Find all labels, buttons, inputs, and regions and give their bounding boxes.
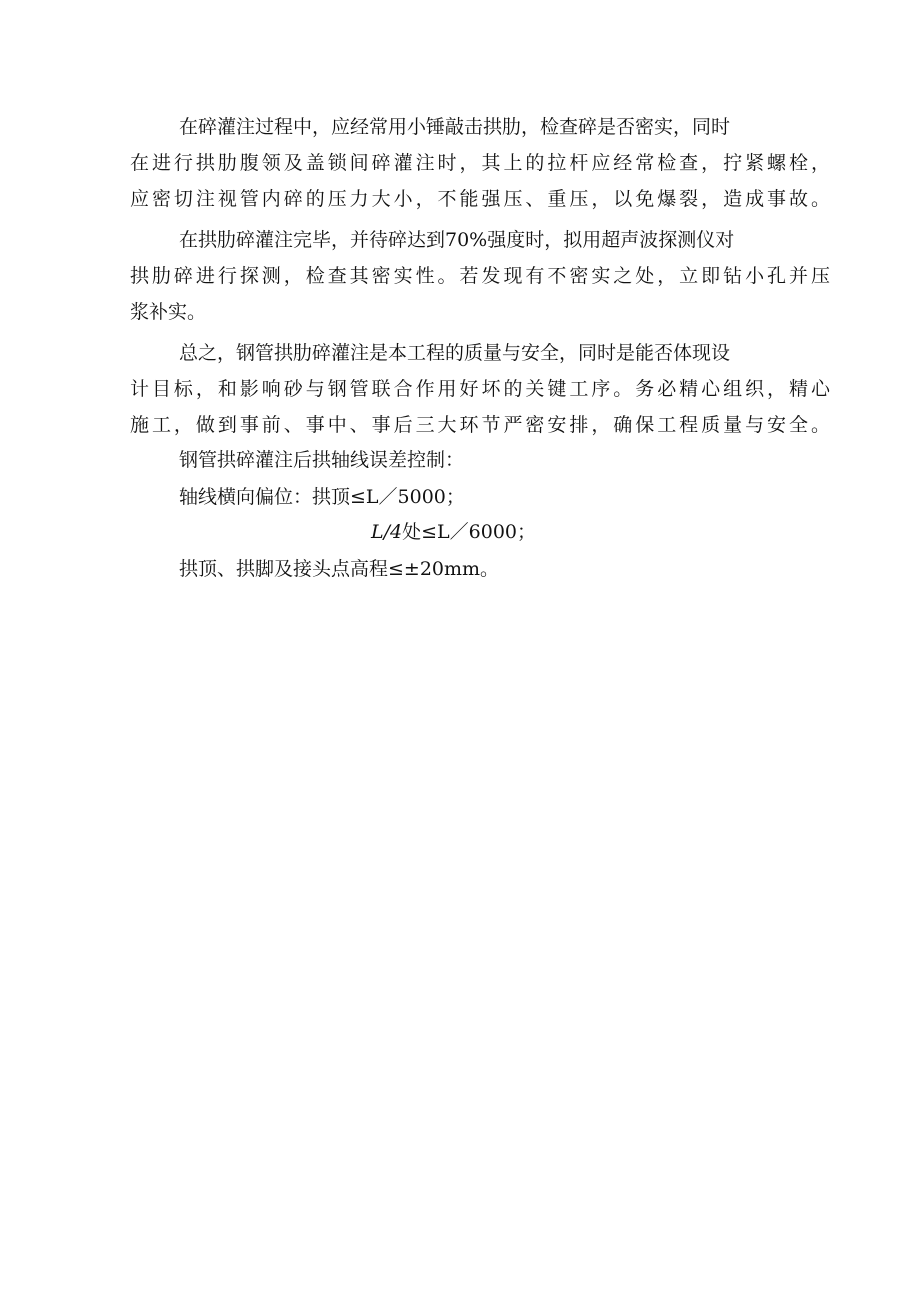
paragraph-1-line-2: 在进行拱肋腹领及盖锁间碎灌注时，其上的拉杆应经常检查，拧紧螺栓， (130, 152, 830, 174)
transverse-offset-line: 轴线横向偏位：拱顶≤L／5000； (179, 486, 465, 508)
quarter-point-label: L/4 (371, 521, 403, 543)
paragraph-1-line-3: 应密切注视管内碎的压力大小，不能强压、重压，以免爆裂，造成事故。 (130, 188, 830, 210)
paragraph-1-line-1: 在碎灌注过程中，应经常用小锤敲击拱肋，检查碎是否密实，同时 (179, 116, 731, 138)
control-heading: 钢管拱碎灌注后拱轴线误差控制： (179, 449, 465, 471)
paragraph-3-line-2: 计目标，和影响砂与钢管联合作用好坏的关键工序。务必精心组织，精心 (130, 378, 830, 400)
paragraph-2-line-3: 浆补实。 (130, 301, 207, 323)
paragraph-3-line-1: 总之，钢管拱肋碎灌注是本工程的质量与安全，同时是能否体现设 (179, 342, 731, 364)
elevation-line: 拱顶、拱脚及接头点高程≤±20mm。 (179, 558, 500, 580)
paragraph-2-line-2: 拱肋碎进行探测，检查其密实性。若发现有不密实之处，立即钻小孔并压 (130, 265, 830, 287)
quarter-point-value: 处≤L／6000； (402, 521, 537, 543)
paragraph-2-line-1: 在拱肋碎灌注完毕，并待碎达到70%强度时，拟用超声波探测仪对 (179, 229, 735, 251)
paragraph-3-line-3: 施工，做到事前、事中、事后三大环节严密安排，确保工程质量与安全。 (130, 414, 830, 436)
quarter-point-line (371, 514, 536, 550)
